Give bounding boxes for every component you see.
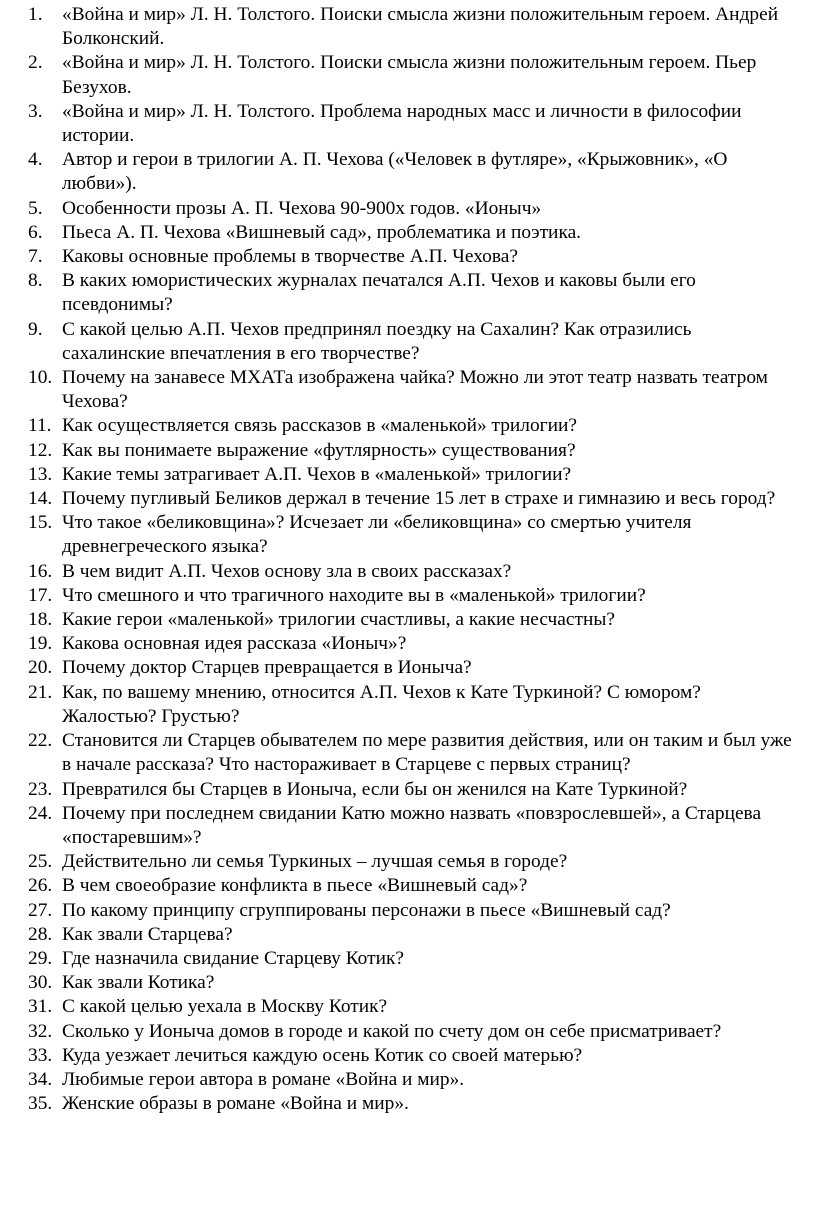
item-text: Как осуществляется связь рассказов в «маленькой» трилогии? [62,415,577,437]
list-item [28,874,798,898]
item-number: 18. [28,609,53,631]
item-number: 17. [28,584,53,606]
list-item [28,51,798,99]
item-text: В чем видит А.П. Чехов основу зла в своих рассказах? [62,560,512,582]
item-text: Пьеса А. П. Чехова «Вишневый сад», проблематика и поэтика. [62,221,582,243]
item-text: Какова основная идея рассказа «Ионыч»? [62,633,407,655]
item-number: 31. [28,996,53,1018]
item-number: 23. [28,778,53,800]
list-item [28,3,798,51]
item-text: Что смешного и что трагичного находите вы в «маленькой» трилогии? [62,584,646,606]
item-number: 14. [28,488,53,510]
list-item [28,971,798,995]
item-text: «Война и мир» Л. Н. Толстого. Проблема народных масс и личности в философии истории. [62,100,742,147]
list-item [28,269,798,317]
list-item [28,1068,798,1092]
item-number: 33. [28,1044,53,1066]
item-number: 27. [28,899,53,921]
item-text: С какой целью уехала в Москву Котик? [62,996,388,1018]
item-number: 1. [28,4,43,25]
item-number: 4. [28,149,43,171]
item-number: 35. [28,1093,53,1115]
list-item [28,1044,798,1068]
item-text: Куда уезжает лечиться каждую осень Котик со своей матерью? [62,1044,583,1066]
item-text: По какому принципу сгруппированы персонажи в пьесе «Вишневый сад? [62,899,671,921]
item-text: Каковы основные проблемы в творчестве А.П. Чехова? [62,246,518,268]
item-number: 8. [28,270,43,292]
list-item [28,923,798,947]
list-item [28,245,798,269]
item-text: Любимые герои автора в романе «Война и мир». [62,1068,465,1090]
list-item [28,584,798,608]
item-number: 16. [28,560,53,582]
item-number: 30. [28,972,53,994]
list-item [28,487,798,511]
list-item [28,560,798,584]
list-item [28,778,798,802]
list-item [28,100,798,148]
list-item [28,511,798,559]
item-text: Как, по вашему мнению, относится А.П. Чехов к Кате Туркиной? С юмором? Жалостью? Грустью? [62,681,701,727]
list-item [28,318,798,366]
list-item [28,656,798,680]
item-number: 3. [28,100,43,122]
item-number: 32. [28,1020,53,1042]
item-number: 22. [28,730,53,752]
item-number: 29. [28,947,53,969]
item-text: Действительно ли семья Туркиных – лучшая семья в городе? [62,851,568,873]
item-text: Превратился бы Старцев в Ионыча, если бы он женился на Кате Туркиной? [62,778,688,800]
list-item [28,439,798,463]
list-item [28,899,798,923]
item-number: 28. [28,923,53,945]
item-number: 9. [28,318,43,340]
item-text: Какие темы затрагивает А.П. Чехов в «маленькой» трилогии? [62,463,572,485]
item-text: Как вы понимаете выражение «футлярность» существования? [62,439,576,461]
item-text: Почему пугливый Беликов держал в течение 15 лет в страхе и гимназию и весь город? [62,488,776,510]
item-text: В чем своеобразие конфликта в пьесе «Вишневый сад»? [62,875,528,897]
item-text: «Война и мир» Л. Н. Толстого. Поиски смысла жизни положительным героем. Пьер Безухов. [62,52,757,98]
item-text: Как звали Котика? [62,972,215,994]
item-number: 24. [28,802,53,824]
item-number: 20. [28,657,53,679]
list-item [28,463,798,487]
item-number: 7. [28,246,43,268]
item-number: 25. [28,851,53,873]
list-item [28,729,798,777]
item-text: В каких юмористических журналах печатался А.П. Чехов и каковы были его псевдонимы? [62,270,696,316]
list-item [28,221,798,245]
list-item [28,850,798,874]
item-text: Становится ли Старцев обывателем по мере развития действия, или он таким и был уже в начале рассказа? Что настораживает в Старцеве с первых страниц? [62,730,792,776]
list-item [28,802,798,850]
item-number: 19. [28,633,53,655]
list-item [28,1092,798,1116]
item-text: Как звали Старцева? [62,923,233,945]
list-item [28,947,798,971]
item-number: 15. [28,512,53,534]
item-text: Где назначила свидание Старцеву Котик? [62,947,404,969]
item-number: 13. [28,463,53,485]
item-text: Какие герои «маленькой» трилогии счастливы, а какие несчастны? [62,609,616,631]
item-text: Почему на занавесе МХАТа изображена чайка? Можно ли этот театр назвать театром Чехова? [62,367,768,413]
item-text: Почему доктор Старцев превращается в Ионыча? [62,657,472,679]
item-number: 26. [28,875,53,897]
item-text: Автор и герои в трилогии А. П. Чехова («Человек в футляре», «Крыжовник», «О любви»). [62,149,728,195]
list-item [28,632,798,656]
question-list [28,3,798,1116]
item-number: 5. [28,197,43,219]
item-number: 21. [28,681,53,703]
item-text: Сколько у Ионыча домов в городе и какой по счету дом он себе присматривает? [62,1020,722,1042]
item-text: Особенности прозы А. П. Чехова 90-900х годов. «Ионыч» [62,197,542,219]
item-text: Женские образы в романе «Война и мир». [62,1093,409,1115]
item-number: 12. [28,439,53,461]
item-number: 6. [28,221,43,243]
list-item [28,414,798,438]
list-item [28,681,798,729]
list-item [28,608,798,632]
item-text: «Война и мир» Л. Н. Толстого. Поиски смысла жизни положительным героем. Андрей Болконский. [62,4,779,50]
list-item [28,1020,798,1044]
item-text: Почему при последнем свидании Катю можно назвать «повзрослевшей», а Старцева «постаревшим»? [62,802,762,848]
list-item [28,148,798,196]
item-text: С какой целью А.П. Чехов предпринял поездку на Сахалин? Как отразились сахалинские впечатления в его творчестве? [62,318,692,364]
item-number: 2. [28,52,43,74]
list-item [28,366,798,414]
item-number: 11. [28,415,52,437]
list-item [28,995,798,1019]
item-number: 10. [28,367,53,389]
item-text: Что такое «беликовщина»? Исчезает ли «беликовщина» со смертью учителя древнегреческого языка? [62,512,692,558]
list-item [28,197,798,221]
item-number: 34. [28,1068,53,1090]
